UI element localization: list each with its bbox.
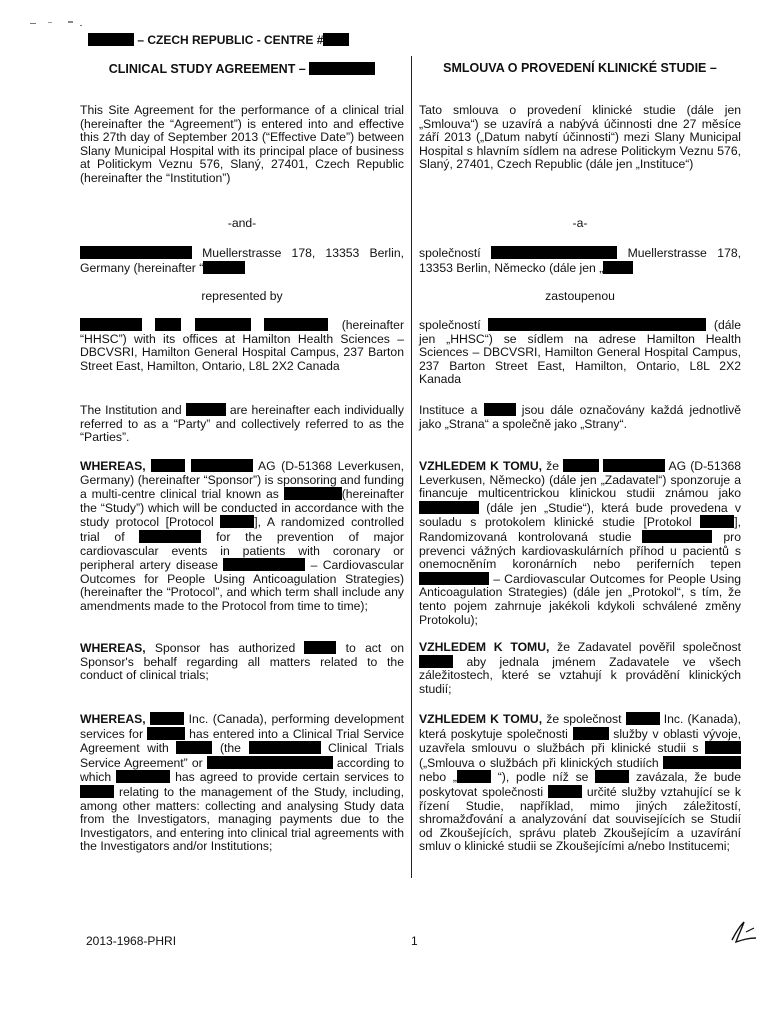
scan-specks (28, 20, 88, 30)
redaction-box (642, 530, 712, 543)
and-en: -and- (227, 216, 257, 230)
title-cz: SMLOUVA O PROVEDENÍ KLINICKÉ STUDIE – (443, 61, 717, 75)
redaction-box (595, 770, 629, 783)
redaction-box (700, 515, 734, 528)
represented-by-en: represented by (201, 289, 283, 303)
whereas-service-agreement-cz: VZHLEDEM K TOMU, že společnost Inc. (Kanada), která poskytuje společnosti služby v oblasti vývoje, uzavřela smlouvu o službách při klinické studii s („Smlouva o službách při klinických studiích nebo „ “), podle níž se zavázala, že bude poskytovat společnosti určité služby vztahující se k řízení Studie, například, mimo jiných záležitostí, shromažďování a analyzování dat souvisejících se Studií od Zkoušejících, správu plateb Zkoušejícím a uzavírání smluv o klinické studii se Zkoušejícími a/nebo Institucemi; (419, 712, 742, 854)
redaction-box (223, 558, 305, 571)
initials-signature (726, 918, 762, 948)
page-number: 1 (411, 934, 418, 948)
redaction-box (88, 33, 134, 46)
redaction-box (488, 318, 706, 331)
party-sponsor-en: Muellerstrasse 178, 13353 Berlin, Germany (hereinafter “ (80, 246, 404, 275)
and-cz: -a- (572, 216, 588, 230)
redaction-box (419, 501, 479, 514)
whereas-sponsor-en: WHEREAS, AG (D-51368 Leverkusen, Germany) (hereinafter “Sponsor”) is sponsoring and funding a multi-centre clinical trial known as (hereinafter the “Study”) which will be conducted in accordance with the study protocol [Protocol ], A randomized controlled trial of for the prevention of major cardiovascular events in patients with coronary or peripheral artery disease – Cardiovascular Outcomes for People Using Anticoagulation Strategies) (hereinafter the “Protocol”, and which term shall include any amendments made to the Protocol from time to time); (80, 459, 405, 613)
redaction-box (548, 785, 582, 798)
redaction-box (139, 530, 201, 543)
redaction-box (603, 261, 633, 274)
redaction-box (323, 33, 349, 46)
redaction-box (151, 459, 185, 472)
redaction-box (220, 515, 254, 528)
redaction-box (573, 727, 609, 740)
redaction-box (419, 655, 453, 668)
redaction-box (626, 712, 660, 725)
redaction-box (563, 459, 599, 472)
redaction-box (195, 318, 251, 331)
redaction-box (484, 403, 516, 416)
parties-cz: Instituce a jsou dále označovány každá jednotlivě jako „Strana“ a společně jako „Strany“. (419, 403, 741, 431)
redaction-box (80, 785, 114, 798)
intro-paragraph-en: This Site Agreement for the performance of a clinical trial (hereinafter the “Agreement”) is entered into and effective this 27th day of September 2013 (“Effective Date”) between Slany Municipal Hospital with its principal place of business at Politickym Veznu 576, Slaný, 27401, Czech Republic (hereinafter the “Institution”) (80, 103, 404, 185)
parties-en: The Institution and are hereinafter each individually referred to as a “Party” and collectively referred to as the “Parties”. (80, 403, 404, 445)
redaction-box (309, 62, 375, 75)
whereas-sponsor-cz: VZHLEDEM K TOMU, že AG (D-51368 Leverkusen, Německo) (dále jen „Zadavatel“) sponzoruje a financuje multicentrickou klinickou studii známou jako (dále jen „Studie“), která bude provedena v souladu s protokolem klinické studie [Protokol ], Randomizovaná kontrolovaná studie pro prevenci vážných kardiovaskulárních příhod u pacientů s onemocněním koronárních nebo periferních tepen – Cardiovascular Outcomes for People Using Anticoagulation Strategies) (dále jen „Protokol“, s tím, že tento pojem zahrnuje jakékoli kdykoli schválené změny Protokolu); (419, 459, 742, 627)
whereas-authorization-en: WHEREAS, Sponsor has authorized to act on Sponsor's behalf regarding all matters related to the conduct of clinical trials; (80, 641, 405, 683)
footer-doc-id: 2013-1968-PHRI (86, 934, 177, 948)
redaction-box (176, 741, 212, 754)
represented-by-cz: zastoupenou (545, 289, 615, 303)
column-divider (411, 56, 412, 878)
party-hhsc-cz: společností (dále jen „HHSC“) se sídlem na adrese Hamilton Health Sciences – DBCVSRI, Hamilton General Hospital Campus, 237 Barton Street East, Hamilton, Ontario, L8L 2X2 Kanada (419, 318, 742, 387)
redaction-box (203, 261, 245, 274)
redaction-box (116, 770, 170, 783)
redaction-box (186, 403, 226, 416)
whereas-authorization-cz: VZHLEDEM K TOMU, že Zadavatel pověřil společnost aby jednala jménem Zadavatele ve všech záležitostech, které se vztahují k provádění klinických studií; (419, 640, 741, 696)
redaction-box (249, 741, 321, 754)
redaction-box (491, 246, 617, 259)
redaction-box (284, 487, 342, 500)
redaction-box (705, 741, 741, 754)
header-text: – CZECH REPUBLIC - CENTRE # (137, 33, 324, 47)
party-sponsor-cz: společností Muellerstrasse 178, 13353 Berlin, Německo (dále jen „ (419, 246, 742, 275)
redaction-box (147, 727, 185, 740)
redaction-box (191, 459, 253, 472)
redaction-box (457, 770, 491, 783)
redaction-box (150, 712, 184, 725)
redaction-box (155, 318, 181, 331)
title-en: CLINICAL STUDY AGREEMENT – (80, 62, 404, 77)
redaction-box (419, 572, 489, 585)
redaction-box (603, 459, 665, 472)
redaction-box (80, 246, 192, 259)
redaction-box (264, 318, 328, 331)
redaction-box (80, 318, 142, 331)
redaction-box (663, 756, 741, 769)
party-hhsc-en: (hereinafter “HHSC”) with its offices at Hamilton Health Sciences – DBCVSRI, Hamilton General Hospital Campus, 237 Barton Street East, Hamilton, Ontario, L8L 2X2 Canada (80, 318, 405, 373)
page-header (88, 33, 349, 47)
redaction-box (304, 641, 336, 654)
intro-paragraph-cz: Tato smlouva o provedení klinické studie (dále jen „Smlouva“) se uzavírá a nabývá účinnosti dne 27 měsíce září 2013 („Datum nabytí účinnosti“) mezi Slany Municipal Hospital s hlavním sídlem na adrese Politickym Veznu 576, Slaný, 27401, Czech Republic (dále jen „Instituce“) (419, 103, 741, 172)
redaction-box (207, 756, 333, 769)
whereas-service-agreement-en: WHEREAS, Inc. (Canada), performing development services for has entered into a Clinical Trial Service Agreement with (the Clinical Trials Service Agreement” or according to which has agreed to provide certain services to relating to the management of the Study, including, among other matters: collecting and analysing Study data from the Investigators, managing payments due to the Investigators, and entering into clinical trial agreements with the Investigators and/or Institutions; (80, 712, 405, 854)
